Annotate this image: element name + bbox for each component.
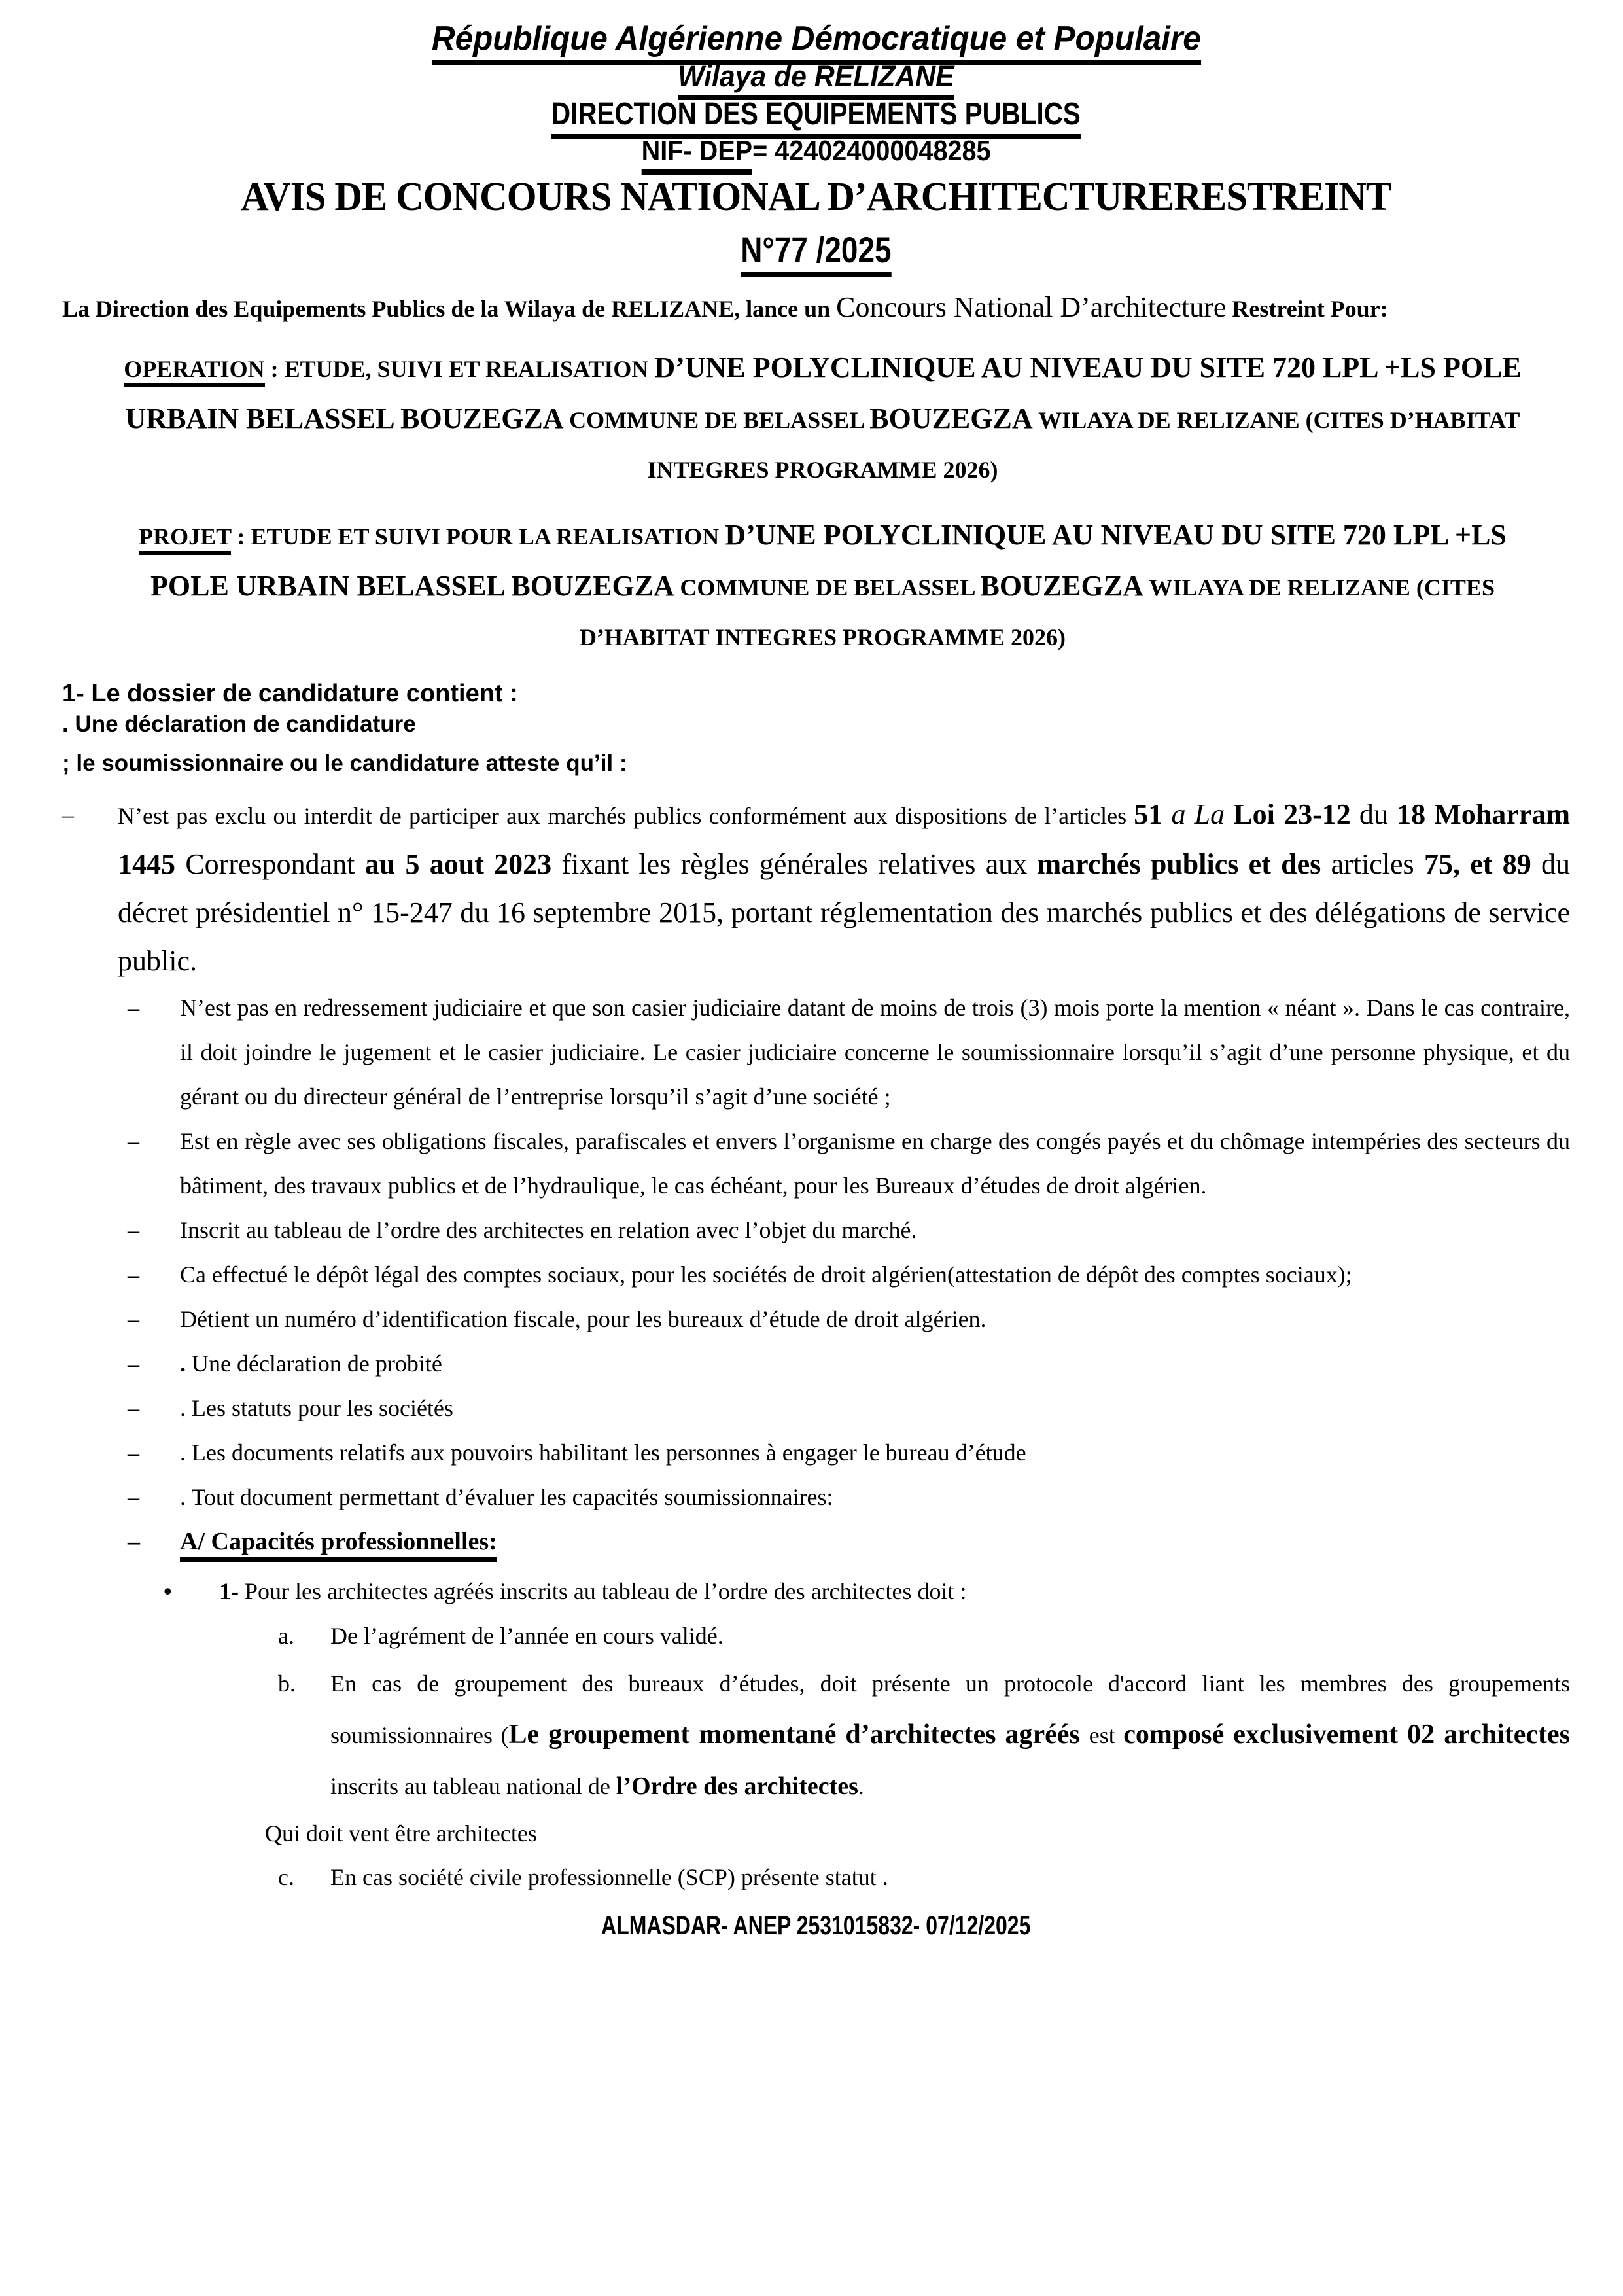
projet-seg3: COMMUNE DE BELASSEL [680,574,981,601]
intro-seg2: Concours National D’architecture [836,291,1227,324]
dossier-heading: 1- Le dossier de candidature contient : [62,680,518,708]
dash-marker: – [128,1484,139,1511]
projet-seg6: ) [1058,624,1066,651]
list-b-seg1: En cas de groupement des bureaux d’études, doit présente un protocole d'accord liant les membres des groupements soumissionnaires ( [330,1670,1570,1749]
dash-marker: – [128,1262,139,1288]
condition-text: N’est pas en redressement judiciaire et que son casier judiciaire datant de moins de trois (3) mois porte la mention « néant ». Dans le cas contraire, il doit joindre le jugement et le casier judiciaire. Le casier judiciaire concerne le soumissionnaire lorsqu’il s’agit d’une personne physique, et du gérant ou du directeur général de l’entreprise lorsqu’il s’agit d’une société ; [180,995,1570,1110]
dash-marker: – [128,1128,139,1155]
dossier-sub-attestation: ; le soumissionnaire ou le candidature atteste qu’il : [62,751,627,777]
notice-title: AVIS DE CONCOURS NATIONAL D’ARCHITECTURERESTREINT [241,174,1391,219]
list-item-a [62,1614,1570,1658]
dash-marker: – [128,1528,140,1556]
footer-anep-text: ALMASDAR- ANEP 2531015832- 07/12/2025 [601,1911,1031,1941]
articles-seg10: marchés publics et des [1037,848,1331,881]
articles-seg12: 75, et 89 [1423,848,1542,881]
intro-seg1: La Direction des Equipements Publics de la Wilaya de RELIZANE, lance un [62,296,837,323]
dash-marker: – [128,1217,139,1244]
articles-seg6: 18 Moharram 1445 [118,798,1570,881]
list-b-seg6: l’Ordre des architectes [616,1773,858,1801]
header-direction-text: DIRECTION DES EQUIPEMENTS PUBLICS [551,97,1081,139]
list-b-seg3: est [1089,1722,1124,1749]
articles-item [62,790,1570,985]
nif-label: NIF- DEP [642,135,752,175]
operation-seg6: ) [990,457,998,484]
footer-anep [62,1911,1570,1941]
projet-seg1: : ETUDE ET SUIVI POUR LA REALISATION [231,523,725,550]
condition-item-9 [62,1475,1570,1519]
articles-seg2: 51 [1134,798,1172,831]
bullet-marker: • [164,1578,172,1605]
intro-seg3: Restreint Pour: [1226,296,1388,323]
condition-text: . Les documents relatifs aux pouvoirs habilitant les personnes à engager le bureau d’étude [180,1439,1026,1466]
capacites-heading-text: A/ Capacités professionnelles: [180,1528,497,1562]
condition-text: Détient un numéro d’identification fiscale, pour les bureaux d’étude de droit algérien. [180,1306,986,1333]
projet-paragraph [101,510,1544,662]
header-republique-text: République Algérienne Démocratique et Populaire [432,20,1201,65]
qui-line: Qui doit vent être architectes [265,1820,537,1847]
condition-item-1 [62,985,1570,1119]
letter-c-marker: c. [278,1864,294,1891]
list-b-seg7: . [858,1773,864,1800]
header-line-direction [62,97,1570,132]
nif-value: = 424024000048285 [752,135,991,168]
dossier-sub-declaration: . Une déclaration de candidature [62,711,416,737]
header-line-wilaya [62,60,1570,93]
operation-seg5: WILAYA DE RELIZANE (CITES D’HABITAT INTEGRES PROGRAMME 2026 [647,407,1520,484]
articles-seg8: au 5 aout 2023 [364,848,562,881]
condition-text: . Les statuts pour les sociétés [180,1395,453,1422]
condition-item-2 [62,1119,1570,1208]
operation-seg3: COMMUNE DE BELASSEL [569,407,870,434]
projet-label: PROJET [139,523,231,555]
dash-marker: – [128,1351,139,1377]
list-item-c [62,1855,1570,1899]
operation-seg4: BOUZEGZA [869,402,1039,435]
list-item-a-text: De l’agrément de l’année en cours validé. [330,1623,724,1650]
header-line-nif [62,135,1570,167]
condition-item-4 [62,1252,1570,1297]
condition-text: . Tout document permettant d’évaluer les capacités soumissionnaires: [180,1484,833,1511]
operation-seg1: : ETUDE, SUIVI ET REALISATION [264,356,655,383]
header-wilaya-text: Wilaya de RELIZANE [678,60,954,100]
condition-text: Est en règle avec ses obligations fiscales, parafiscales et envers l’organisme en charge des congés payés et du chômage intempéries des secteurs du bâtiment, des travaux publics et de l’hydraulique, le cas échéant, pour les Bureaux d’études de droit algérien. [180,1128,1570,1199]
dash-marker: – [128,995,139,1021]
condition-item-5 [62,1297,1570,1341]
capacites-heading [62,1519,1570,1564]
dash-marker: – [128,1306,139,1333]
condition-text: Inscrit au tableau de l’ordre des architectes en relation avec l’objet du marché. [180,1217,917,1244]
operation-label: OPERATION [124,356,264,387]
operation-paragraph [101,343,1544,495]
intro-paragraph [62,284,1570,332]
articles-seg9: fixant les règles générales relatives aux [561,848,1038,881]
condition-item-3 [62,1208,1570,1252]
articles-seg5: du [1359,798,1397,831]
condition-item-7 [62,1386,1570,1430]
articles-seg4: Loi 23-12 [1233,798,1359,831]
condition-text: Une déclaration de probité [192,1351,442,1377]
articles-seg11: articles [1331,848,1424,881]
dash-marker: – [128,1439,139,1466]
projet-seg2: D’UNE POLYCLINIQUE AU NIVEAU DU SITE 720 LPL +LS POLE URBAIN BELASSEL BOUZEGZA [150,519,1507,603]
header-line-republique [62,20,1570,58]
list-item-b [62,1658,1570,1812]
projet-seg4: BOUZEGZA [980,570,1149,603]
list-b-seg2: Le groupement momentané d’architectes agréés [508,1720,1089,1750]
list-b-seg5: inscrits au tableau national de [330,1773,616,1800]
articles-seg13: du décret présidentiel n° 15-247 du 16 septembre 2015, portant réglementation des marchés publics et des délégations de service public. [118,848,1571,978]
architectes-bullet-text: Pour les architectes agréés inscrits au tableau de l’ordre des architectes doit : [245,1578,967,1605]
letter-b-marker: b. [278,1670,296,1697]
condition-item-8 [62,1430,1570,1475]
list-b-seg4: composé exclusivement 02 architectes [1123,1720,1570,1750]
articles-seg7: Correspondant [185,848,365,881]
notice-number: N°77 /2025 [62,230,1570,270]
list-item-c-text: En cas société civile professionnelle (SCP) présente statut . [330,1864,888,1891]
condition-text: Ca effectué le dépôt légal des comptes sociaux, pour les sociétés de droit algérien(attestation de dépôt des comptes sociaux); [180,1262,1352,1288]
architectes-bullet: • 1- Pour les architectes agréés inscrits au tableau de l’ordre des architectes doit : [62,1569,1570,1614]
articles-seg3: a La [1171,798,1234,831]
articles-seg1: N’est pas exclu ou interdit de participer aux marchés publics conformément aux dispositions de l’articles [118,803,1134,830]
dash-marker: – [62,802,74,828]
dash-marker: – [128,1395,139,1422]
operation-seg2: D’UNE POLYCLINIQUE AU NIVEAU DU SITE 720 LPL +LS POLE URBAIN BELASSEL BOUZEGZA [125,351,1522,435]
projet-seg5: WILAYA DE RELIZANE (CITES D’HABITAT INTEGRES PROGRAMME 2026 [579,574,1495,651]
letter-a-marker: a. [278,1623,294,1650]
condition-item-6: – . Une déclaration de probité [62,1341,1570,1386]
